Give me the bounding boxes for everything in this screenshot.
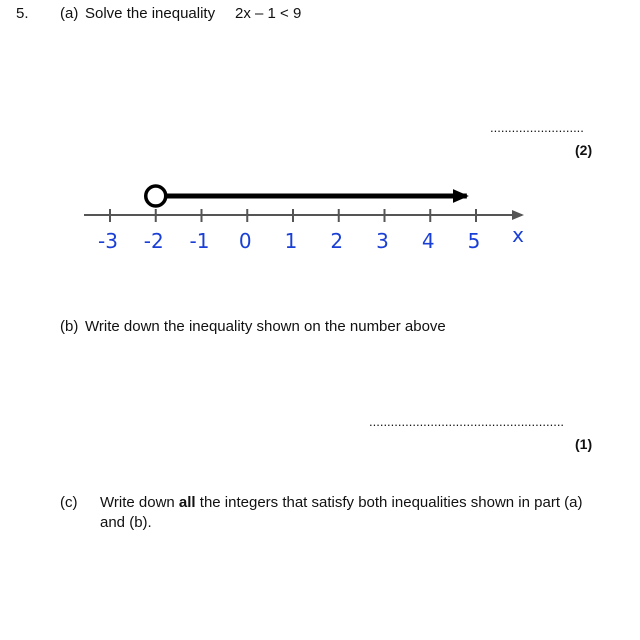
tick-label-2: -1 xyxy=(189,229,210,253)
tick-label-6: 3 xyxy=(376,229,389,253)
part-a-expression: 2x – 1 < 9 xyxy=(235,5,302,22)
tick-label-1: -2 xyxy=(143,229,164,253)
part-a-answer-line[interactable]: .......................... xyxy=(490,120,584,135)
part-b-label: (b) xyxy=(60,318,79,335)
part-c-label: (c) xyxy=(60,494,78,511)
part-c-line2: and (b). xyxy=(100,514,152,531)
part-a-marks: (2) xyxy=(575,142,593,158)
part-b-marks: (1) xyxy=(575,436,593,452)
tick-label-8: 5 xyxy=(467,229,481,253)
part-c-bold-word: all xyxy=(178,494,196,511)
part-a-prompt: Solve the inequality xyxy=(85,5,216,22)
number-line xyxy=(0,0,640,260)
part-c-text-before: Write down xyxy=(100,494,179,511)
part-b-answer-line[interactable]: ...................................................... xyxy=(369,414,565,429)
part-c-text-after: the integers that satisfy both inequalities shown in part (a) xyxy=(195,494,583,511)
tick-label-5: 2 xyxy=(330,229,344,253)
question-number: 5. xyxy=(16,5,29,22)
tick-label-0: -3 xyxy=(98,229,118,253)
tick-label-3: 0 xyxy=(238,229,252,253)
open-circle-marker xyxy=(146,186,166,206)
part-c-line1 xyxy=(100,494,583,512)
part-b-prompt: Write down the inequality shown on the number above xyxy=(85,318,446,335)
number-line-variable: x xyxy=(512,223,524,247)
number-line-labels xyxy=(98,229,480,253)
tick-label-7: 4 xyxy=(421,229,435,253)
tick-label-4: 1 xyxy=(284,229,298,253)
part-a-label: (a) xyxy=(60,5,79,22)
